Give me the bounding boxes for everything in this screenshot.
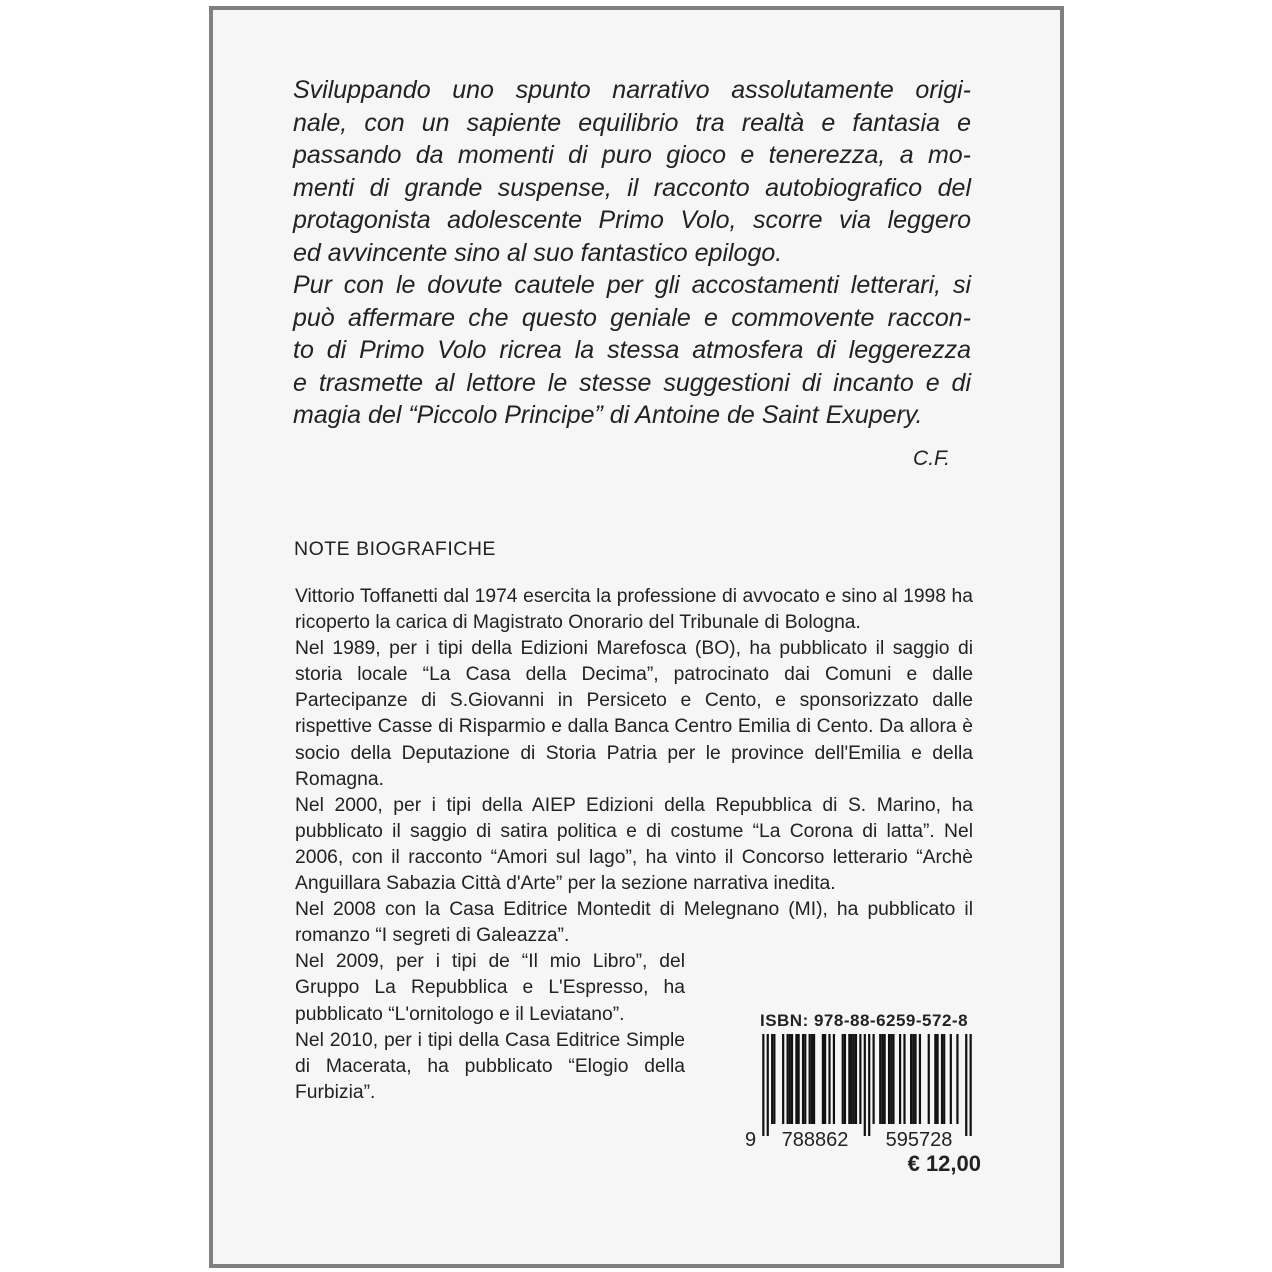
bio-paragraph: Nel 2008 con la Casa Editrice Montedit di Melegnano (MI), ha pubblicato il romanzo “I segreti di Galeazza”. — [295, 899, 973, 947]
barcode-bar — [888, 1034, 890, 1124]
barcode-bar — [950, 1034, 952, 1124]
barcode-bar — [850, 1034, 852, 1124]
barcode-bar — [787, 1034, 789, 1124]
synopsis-line: ed avvincente sino al suo fantastico epilogo. — [293, 238, 783, 267]
barcode-bar — [912, 1034, 914, 1124]
barcode-bar — [890, 1034, 892, 1124]
barcode-bar — [804, 1034, 806, 1124]
barcode-bar — [813, 1034, 815, 1124]
synopsis-line: passando da momenti di puro gioco e tenerezza, a mo- — [293, 141, 971, 169]
barcode-bar — [936, 1034, 938, 1124]
barcode-bar — [842, 1034, 844, 1124]
barcode-bar — [868, 1034, 870, 1136]
barcode-bar — [910, 1034, 912, 1124]
synopsis-line: menti di grande suspense, il racconto autobiografico del — [293, 173, 971, 202]
barcode-bar — [884, 1034, 886, 1124]
barcode-bar — [782, 1034, 784, 1124]
barcode-bar — [798, 1034, 800, 1124]
barcode-bar — [859, 1034, 861, 1124]
bio-paragraph: Nel 1989, per i tipi della Edizioni Marefosca (BO), ha pubblicato il saggio di storia locale “La Casa della Decima”, patrocinato dai Comuni e dalle Partecipanze di S.Giovanni in Persiceto e Cento, e sponsorizzato dalle rispettive Casse di Risparmio e dalla Banca Centro Emilia di Cento. Da allora è socio della Deputazione di Storia Patria per le province dell'Emilia e della Romagna. — [295, 638, 973, 790]
barcode-bar — [795, 1034, 797, 1124]
synopsis-line: nale, con un sapiente equilibrio tra realtà e fantasia e — [293, 108, 971, 137]
bio-paragraph: Nel 2010, per i tipi della Casa Editrice Simple di Macerata, ha pubblicato “Elogio della Furbizia”. — [295, 1029, 685, 1103]
barcode-bar — [914, 1034, 916, 1124]
author-initials: C.F. — [913, 447, 950, 470]
barcode-bar — [928, 1034, 930, 1124]
synopsis-line: protagonista adolescente Primo Volo, scorre via leggero — [293, 206, 971, 234]
barcode-bar — [956, 1034, 958, 1124]
barcode-bar — [919, 1034, 921, 1124]
barcode-bar — [789, 1034, 791, 1124]
barcode-digits-right: 595728 — [885, 1129, 953, 1151]
barcode-digits-left: 788862 — [781, 1129, 849, 1151]
barcode-bar — [833, 1034, 835, 1124]
barcode-bar — [853, 1034, 855, 1124]
barcode-bar — [828, 1034, 830, 1124]
barcode-bar — [941, 1034, 943, 1124]
synopsis-line: e trasmette al lettore le stesse suggestioni di incanto e di — [293, 368, 971, 397]
synopsis-line: può affermare che questo geniale e commovente raccon- — [293, 303, 971, 332]
barcode-bar — [822, 1034, 824, 1124]
barcode-bar — [791, 1034, 793, 1124]
barcode — [745, 1034, 981, 1152]
isbn-label: ISBN: 978-88-6259-572-8 — [759, 1011, 969, 1030]
barcode-bar — [811, 1034, 813, 1124]
synopsis-text — [293, 74, 971, 432]
barcode-bar — [762, 1034, 764, 1136]
barcode-bar — [903, 1034, 905, 1124]
bio-paragraph: Nel 2000, per i tipi della AIEP Edizioni della Repubblica di S. Marino, ha pubblicato il saggio di satira politica e di costume “La Corona di latta”. Nel 2006, con il racconto “Amori sul lago”, ha vinto il Concorso letterario “Archè Anguillara Sabazia Città d'Arte” per la sezione narrativa inedita. — [295, 794, 973, 895]
barcode-bar — [965, 1034, 967, 1136]
barcode-bar — [802, 1034, 804, 1124]
bio-paragraph: Nel 2009, per i tipi de “Il mio Libro”, del Gruppo La Repubblica e L'Espresso, ha pubblicato “L'ornitologo e il Leviatano”. — [295, 951, 685, 1025]
synopsis-line: magia del “Piccolo Principe” di Antoine de Saint Exupery. — [293, 401, 923, 429]
barcode-bar — [943, 1034, 945, 1124]
barcode-bar — [864, 1034, 866, 1136]
barcode-bar — [899, 1034, 901, 1124]
barcode-bar — [824, 1034, 826, 1124]
barcode-bar — [879, 1034, 881, 1124]
barcode-bar — [848, 1034, 850, 1124]
price: € 12,00 — [907, 1151, 981, 1176]
synopsis-line: Pur con le dovute cautele per gli accostamenti letterari, si — [293, 271, 971, 299]
barcode-bar — [881, 1034, 883, 1124]
barcode-bar — [892, 1034, 894, 1124]
synopsis-line: Sviluppando uno spunto narrativo assolutamente origi- — [293, 76, 971, 104]
barcode-digit-prefix: 9 — [745, 1129, 757, 1151]
barcode-bar — [873, 1034, 875, 1124]
barcode-bar — [809, 1034, 811, 1124]
synopsis-line: to di Primo Volo ricrea la stessa atmosfera di leggerezza — [293, 336, 971, 364]
barcode-bar — [970, 1034, 972, 1136]
barcode-bar — [767, 1034, 769, 1136]
bio-paragraph: Vittorio Toffanetti dal 1974 esercita la professione di avvocato e sino al 1998 ha ricoperto la carica di Magistrato Onorario del Tribunale di Bologna. — [295, 586, 973, 634]
barcode-bar — [771, 1034, 773, 1124]
barcode-bar — [934, 1034, 936, 1124]
barcode-bar — [773, 1034, 775, 1124]
barcode-bar — [844, 1034, 846, 1124]
bio-heading: NOTE BIOGRAFICHE — [294, 538, 496, 560]
barcode-bar — [855, 1034, 857, 1124]
